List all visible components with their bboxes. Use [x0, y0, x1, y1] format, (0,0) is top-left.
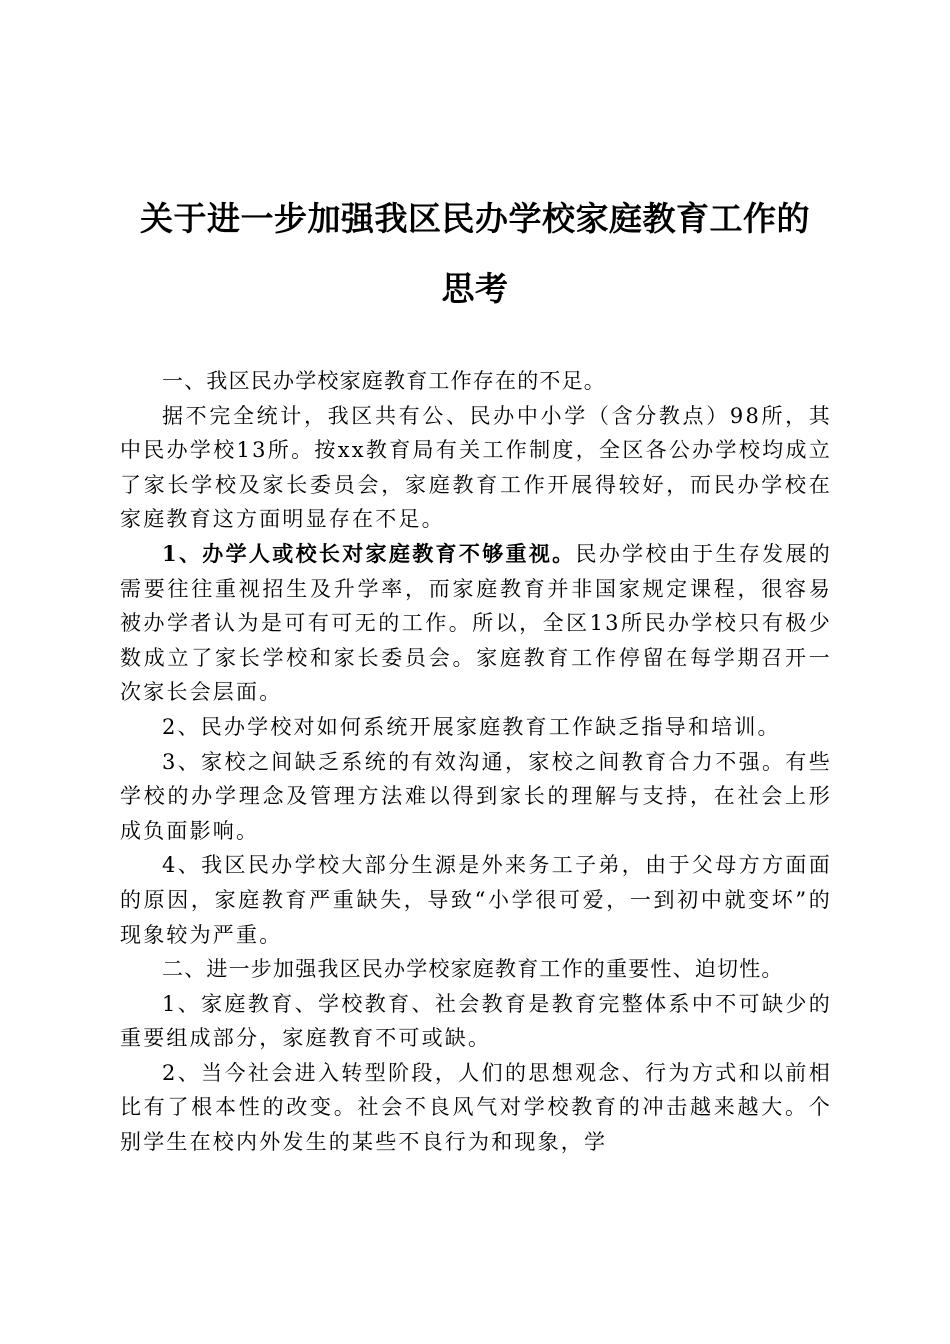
document-body: [120, 364, 832, 1160]
point-1-text: 民办学校由于生存发展的需要往往重视招生及升学率，而家庭教育并非国家规定课程，很容易被办学者认为是可有可无的工作。所以，全区13所民办学校只有极少数成立了家长学校和家长委员会。家庭教育工作停留在每学期召开一次家长会层面。: [120, 541, 832, 705]
section-heading-1: 一、我区民办学校家庭教育工作存在的不足。: [162, 369, 606, 393]
paragraph-importance-1: 1、家庭教育、学校教育、社会教育是教育完整体系中不可缺少的重要组成部分，家庭教育不可或缺。: [120, 991, 832, 1051]
document-title-line-2: 思考: [441, 269, 509, 308]
paragraph-importance-2: 2、当今社会进入转型阶段，人们的思想观念、行为方式和以前相比有了根本性的改变。社会不良风气对学校教育的冲击越来越大。个别学生在校内外发生的某些不良行为和现象，学: [120, 1060, 832, 1155]
paragraph-statistics: 据不完全统计，我区共有公、民办中小学（含分教点）98所，其中民办学校13所。按xx教育局有关工作制度，全区各公办学校均成立了家长学校及家长委员会，家庭教育工作开展得较好，而民办学校在家庭教育这方面明显存在不足。: [120, 403, 832, 532]
paragraph-point-1: [120, 537, 832, 710]
point-1-lead: 1、办学人或校长对家庭教育不够重视。: [162, 540, 576, 566]
section-heading-2: 二、进一步加强我区民办学校家庭教育工作的重要性、迫切性。: [162, 957, 784, 982]
document-title-line-1: 关于进一步加强我区民办学校家庭教育工作的: [140, 199, 810, 238]
paragraph-point-2: 2、民办学校对如何系统开展家庭教育工作缺乏指导和培训。: [162, 714, 781, 739]
paragraph-point-4: 4、我区民办学校大部分生源是外来务工子弟，由于父母方方面面的原因，家庭教育严重缺失，导致“小学很可爱，一到初中就变坏”的现象较为严重。: [120, 853, 832, 947]
paragraph-point-3: 3、家校之间缺乏系统的有效沟通，家校之间教育合力不强。有些学校的办学理念及管理方法难以得到家长的理解与支持，在社会上形成负面影响。: [120, 749, 832, 843]
